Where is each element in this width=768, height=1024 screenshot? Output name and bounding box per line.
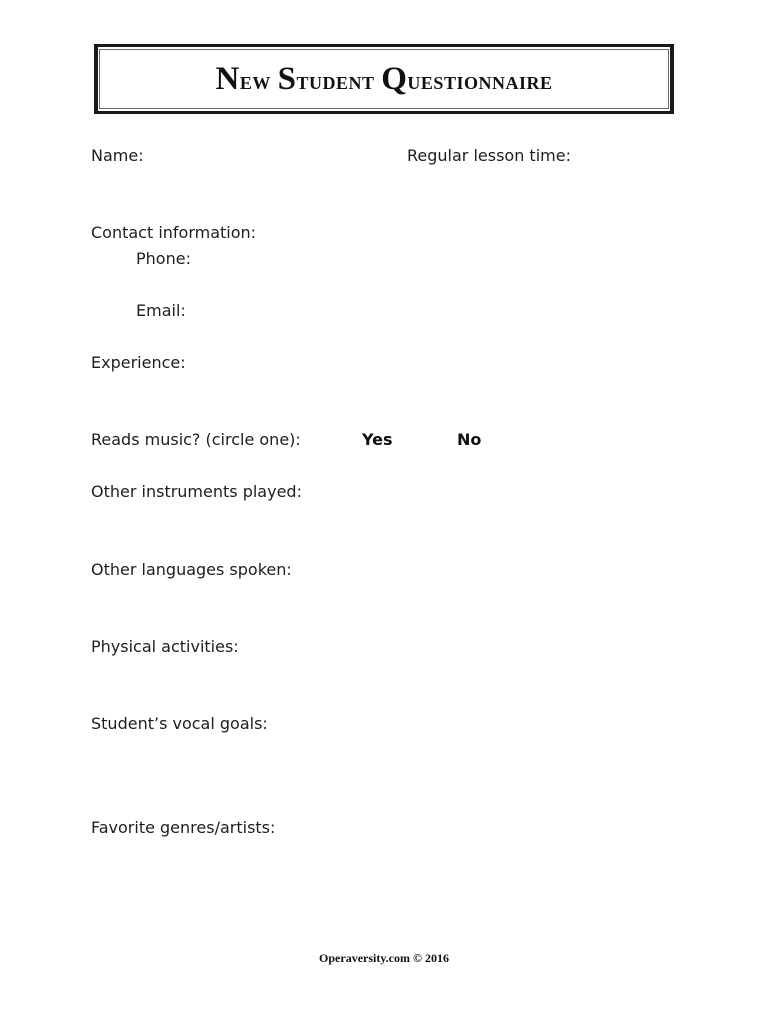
title-initial-s: S	[277, 60, 297, 97]
lesson-time-label: Regular lesson time:	[407, 146, 571, 165]
reads-music-label: Reads music? (circle one):	[91, 430, 301, 449]
no-option[interactable]: No	[457, 430, 482, 449]
experience-label: Experience:	[91, 353, 186, 372]
title-word-uestionnaire: uestionnaire	[407, 67, 553, 95]
footer-copyright: Operaversity.com © 2016	[319, 951, 449, 965]
genres-artists-label: Favorite genres/artists:	[91, 818, 276, 837]
title-box	[94, 44, 674, 114]
contact-info-label: Contact information:	[91, 223, 257, 242]
title-initial-q: Q	[381, 60, 408, 97]
page-title	[216, 61, 553, 98]
title-word-tudent: tudent	[296, 67, 382, 95]
languages-label: Other languages spoken:	[91, 560, 292, 579]
vocal-goals-label: Student’s vocal goals:	[91, 714, 268, 733]
title-word-ew: ew	[239, 67, 278, 95]
phone-label: Phone:	[136, 249, 191, 268]
title-initial-n: N	[215, 60, 240, 97]
physical-activities-label: Physical activities:	[91, 637, 239, 656]
name-label: Name:	[91, 146, 144, 165]
instruments-label: Other instruments played:	[91, 482, 302, 501]
email-label: Email:	[136, 301, 186, 320]
yes-option[interactable]: Yes	[362, 430, 393, 449]
